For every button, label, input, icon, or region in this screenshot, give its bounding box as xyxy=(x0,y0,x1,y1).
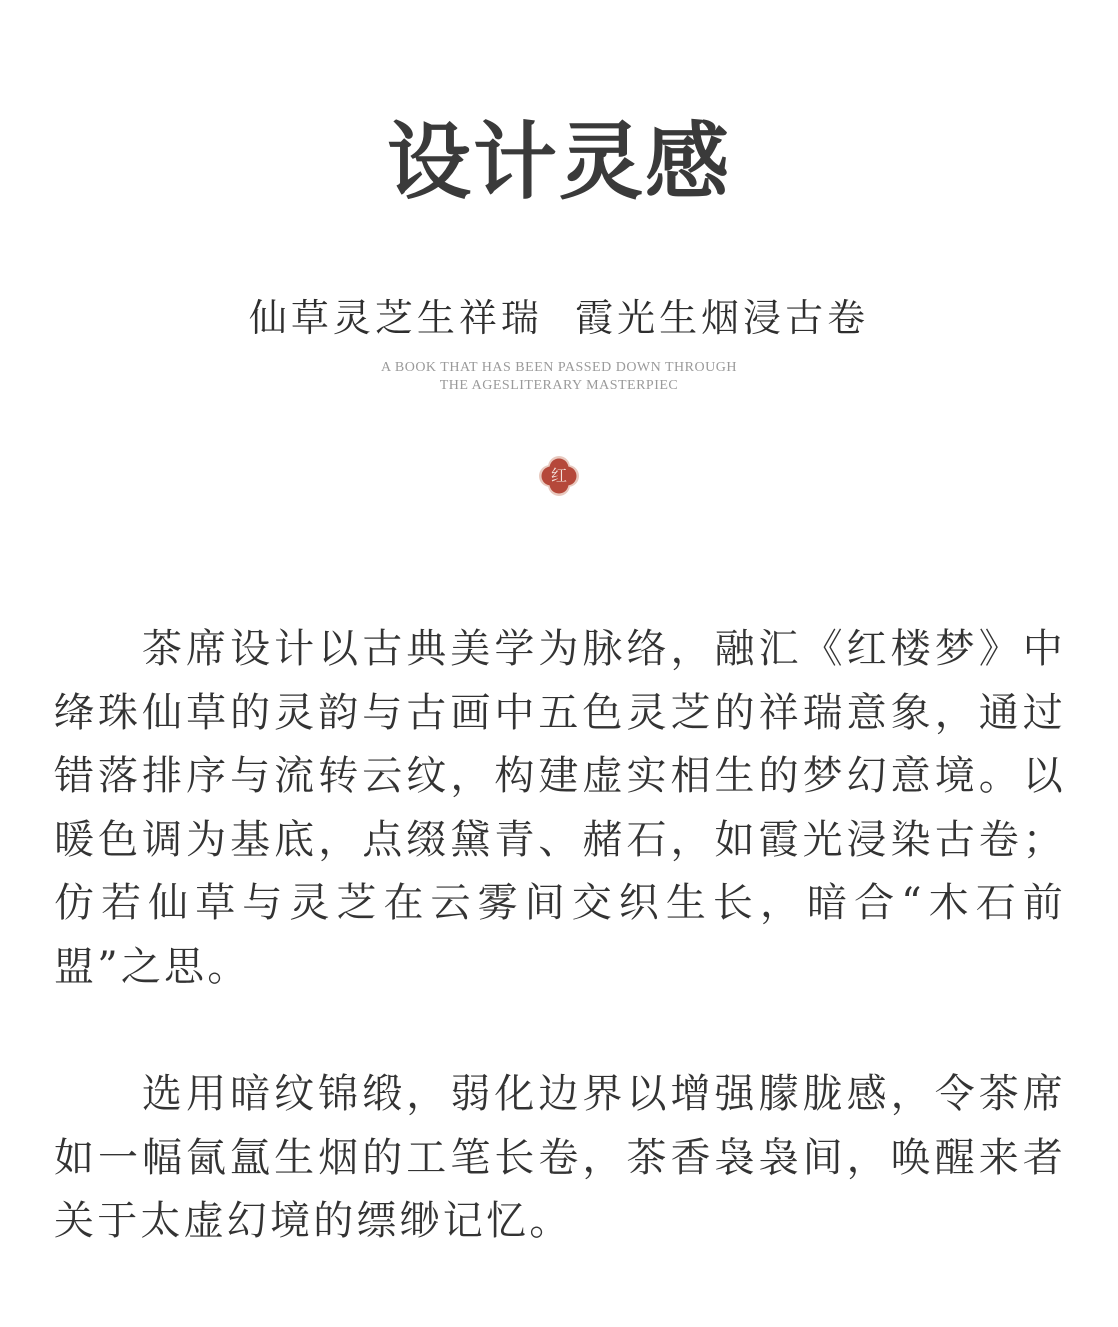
seal-emblem xyxy=(538,455,580,497)
english-tagline xyxy=(0,359,1118,395)
page-title: 设计灵感 xyxy=(386,112,731,211)
description-paragraph-1: 茶席设计以古典美学为脉络，融汇《红楼梦》中绛珠仙草的灵韵与古画中五色灵芝的祥瑞意象，通过错落排序与流转云纹，构建虚实相生的梦幻意境。以暖色调为基底，点缀黛青、赭石，如霞光浸染古卷；仿若仙草与灵芝在云雾间交织生长，暗合“木石前盟”之思。 xyxy=(54,626,1066,990)
description-paragraph-2: 选用暗纹锦缎，弱化边界以增强朦胧感，令茶席如一幅氤氲生烟的工笔长卷，茶香袅袅间，唤醒来者关于太虚幻境的缥缈记忆。 xyxy=(54,1071,1066,1244)
seal-char: 红 xyxy=(550,466,567,485)
english-line-2: THE AGESLITERARY MASTERPIEC xyxy=(439,378,679,393)
subtitle: 仙草灵芝生祥瑞 霞光生烟浸古卷 xyxy=(248,296,870,340)
english-line-1: A BOOK THAT HAS BEEN PASSED DOWN THROUGH xyxy=(381,360,737,375)
